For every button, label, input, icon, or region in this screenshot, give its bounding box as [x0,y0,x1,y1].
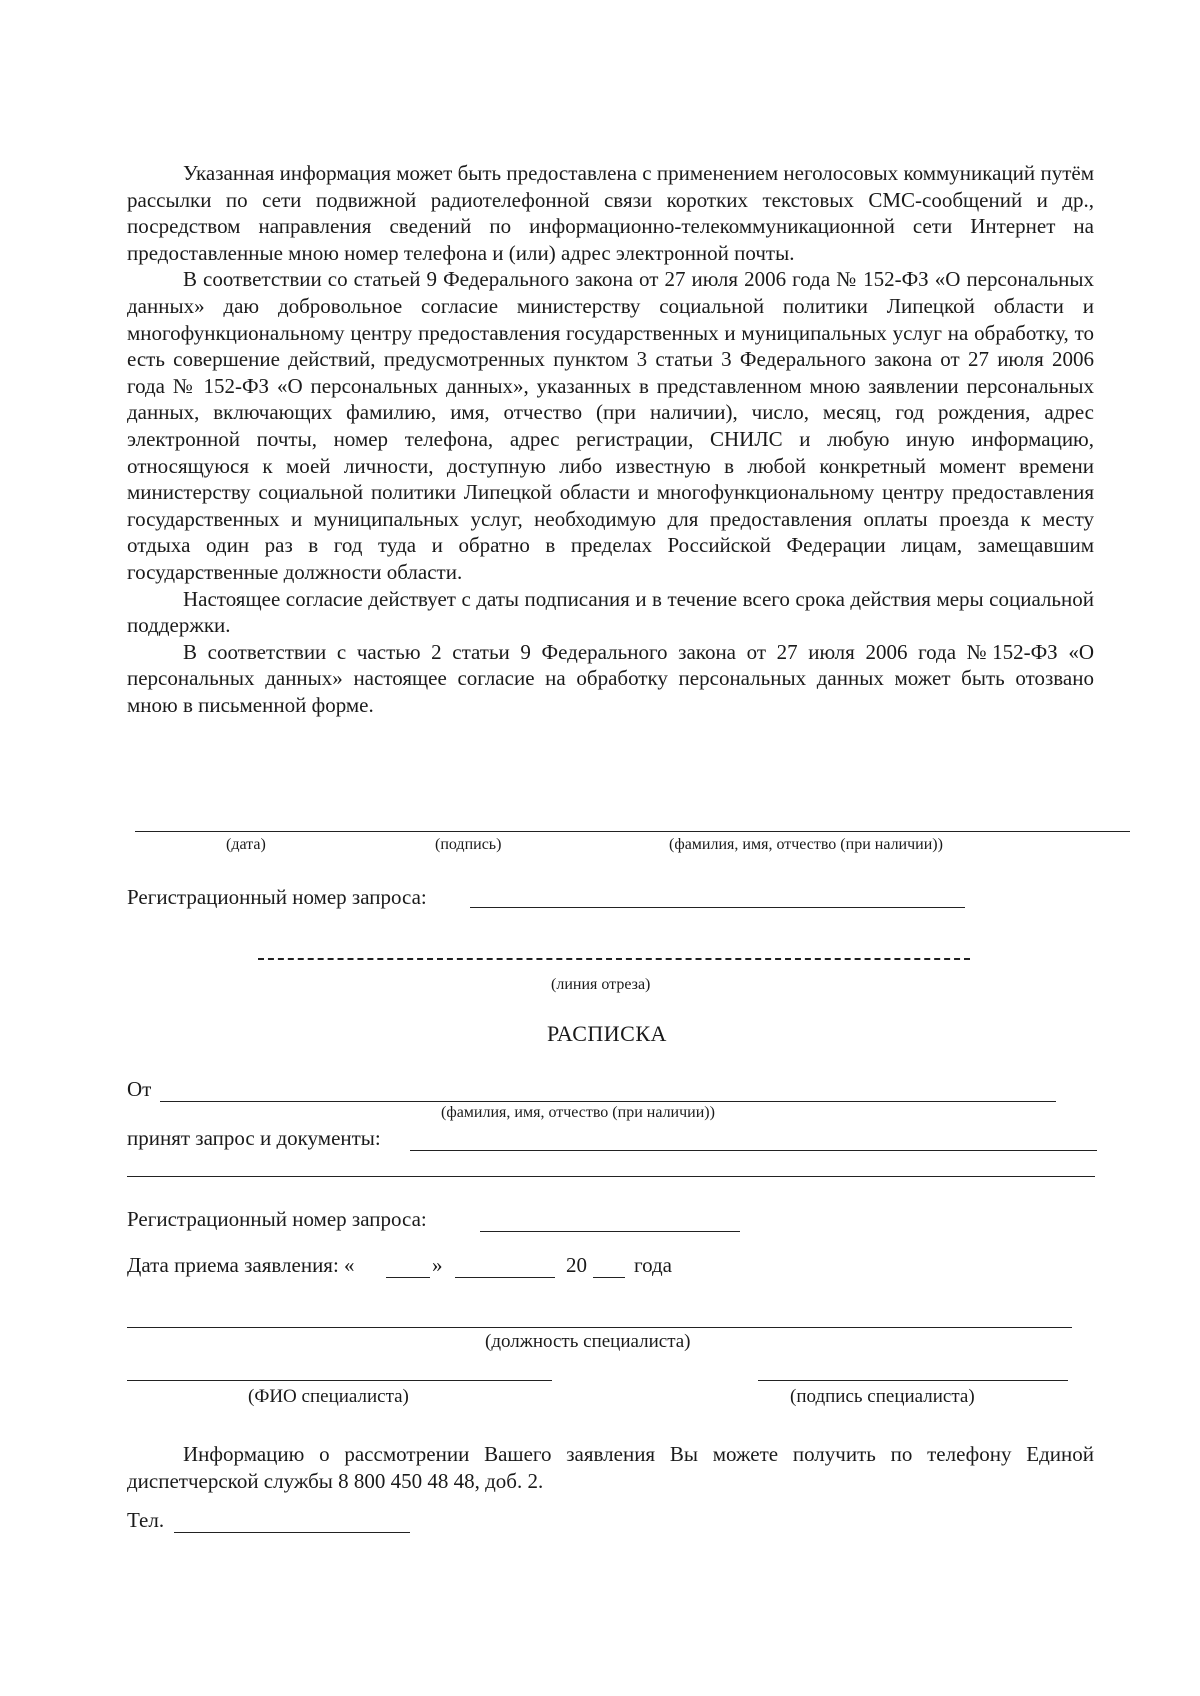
day-field[interactable] [386,1277,430,1278]
paragraph-revocation: В соответствии с частью 2 статьи 9 Федерального закона от 27 июля 2006 года №152-ФЗ «О персональных данных» настоящее согласие на обработку персональных данных может быть отозвано мною в письменной форме. [127,639,1094,717]
position-field[interactable] [127,1327,1072,1328]
date-label: Дата приема заявления: « [127,1253,355,1277]
paragraph-notification-channels: Указанная информация может быть предоставлена с применением неголосовых коммуникаций путём рассылки по сети подвижной радиотелефонной связи коротких текстовых СМС-сообщений и др., посредством направления сведений по информационно-телекоммуникационной сети Интернет на предоставленные мною номер телефона и (или) адрес электронной почты. [127,161,1094,265]
accepted-label: принят запрос и документы: [127,1126,381,1150]
year-prefix: 20 [566,1253,587,1277]
registration-label-2: Регистрационный номер запроса: [127,1207,427,1231]
paragraph-consent: В соответствии со статьей 9 Федерального закона от 27 июля 2006 года № 152-ФЗ «О персональных данных» даю добровольное согласие министерству социальной политики Липецкой области и многофункциональному центру предоставления государственных и муниципальных услуг на обработку, то есть совершение действий, предусмотренных пунктом 3 статьи 3 Федерального закона от 27 июля 2006 года № 152-ФЗ «О персональных данных», указанных в представленном мною заявлении персональных данных, включающих фамилию, имя, отчество (при наличии), число, месяц, год рождения, адрес электронной почты, номер телефона, адрес регистрации, СНИЛС и любую иную информацию, относящуюся к моей личности, доступную либо известную в любой конкретный момент времени министерству социальной политики Липецкой области и многофункциональному центру предоставления государственных и муниципальных услуг, необходимую для предоставления оплаты проезда к месту отдыха один раз в год туда и обратно в пределах Российской Федерации лицам, замещавшим государственные должности области. [127,267,1094,584]
paragraph-validity: Настоящее согласие действует с даты подписания и в течение всего срока действия меры социальной поддержки. [127,586,1094,638]
name-caption: (фамилия, имя, отчество (при наличии)) [669,836,943,853]
date-quote-close: » [432,1253,443,1277]
phone-label: Тел. [127,1508,165,1532]
fio-caption: (ФИО специалиста) [248,1386,409,1407]
cut-line-caption: (линия отреза) [551,976,651,993]
position-caption: (должность специалиста) [485,1331,691,1352]
from-field[interactable] [160,1101,1056,1102]
info-paragraph: Информацию о рассмотрении Вашего заявления Вы можете получить по телефону Единой диспетчерской службы 8 800 450 48 48, доб. 2. [127,1442,1094,1493]
specialist-signature-field[interactable] [758,1380,1068,1381]
from-label: От [127,1077,152,1101]
accepted-documents-field[interactable] [410,1150,1097,1151]
accepted-documents-field-continued[interactable] [127,1176,1095,1177]
specialist-fio-field[interactable] [127,1380,552,1381]
receipt-title: РАСПИСКА [547,1021,667,1046]
phone-field[interactable] [174,1532,410,1533]
year-suffix: года [634,1253,672,1277]
signature-caption: (подпись) [435,836,502,853]
consent-text [127,160,1094,718]
date-caption: (дата) [226,836,266,853]
cut-line [258,958,970,960]
registration-label-1: Регистрационный номер запроса: [127,885,427,909]
year-field[interactable] [593,1277,625,1278]
from-caption: (фамилия, имя, отчество (при наличии)) [441,1104,715,1121]
consent-signature-line[interactable] [135,831,1130,832]
month-field[interactable] [455,1277,555,1278]
registration-number-field-1[interactable] [470,907,965,908]
info-block [127,1441,1094,1494]
registration-number-field-2[interactable] [480,1231,740,1232]
specialist-signature-caption: (подпись специалиста) [790,1386,975,1407]
